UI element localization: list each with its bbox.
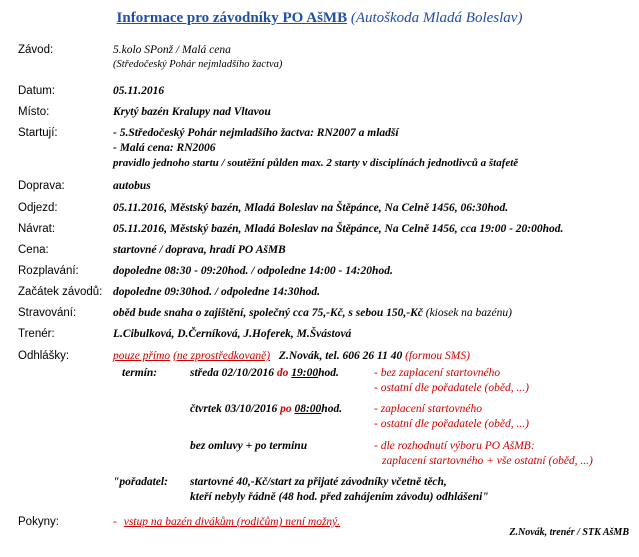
odhlasky-nezpros: (ne zprostředkovaně) bbox=[173, 350, 271, 362]
label-odhlasky: Odhlášky: bbox=[18, 350, 70, 362]
value-stravovani bbox=[113, 307, 512, 319]
value-trener: L.Cibulková, D.Černíková, J.Hoferek, M.Švástová bbox=[113, 328, 352, 340]
value-pokyny bbox=[113, 516, 340, 528]
label-startuji: Startují: bbox=[18, 127, 58, 139]
value-startuji-3: pravidlo jednoho startu / soutěžní půlden max. 2 starty v disciplínách jednotlivců a štafetě bbox=[113, 157, 519, 169]
t2-hod: hod. bbox=[321, 403, 343, 415]
t3-note-1: - dle rozhodnutí výboru PO AšMB: bbox=[374, 440, 535, 452]
label-datum: Datum: bbox=[18, 85, 56, 97]
t2-note-1: - zaplacení startovného bbox=[374, 403, 482, 415]
label-misto: Místo: bbox=[18, 106, 50, 118]
label-cena: Cena: bbox=[18, 244, 49, 256]
t2-time: 08:00 bbox=[294, 403, 322, 415]
value-zavod: 5.kolo SPonž / Malá cena bbox=[113, 44, 231, 56]
t1-note-1: - bez zaplacení startovného bbox=[374, 367, 501, 379]
t3-day: bez omluvy + po terminu bbox=[190, 440, 308, 452]
title-sub: (Autoškoda Mladá Boleslav) bbox=[350, 10, 523, 26]
value-stravovani-main: oběd bude snaha o zajištění, společný cca 75,-Kč, s sebou 150,-Kč bbox=[113, 307, 423, 319]
value-doprava: autobus bbox=[113, 180, 151, 192]
label-navrat: Návrat: bbox=[18, 223, 56, 235]
value-zacatek: dopoledne 09:30hod. / odpoledne 14:30hod. bbox=[113, 286, 320, 298]
label-odjezd: Odjezd: bbox=[18, 202, 58, 214]
label-trener: Trenér: bbox=[18, 328, 55, 340]
pokyny-text: vstup na bazén divákům (rodičům) není možný. bbox=[123, 516, 341, 528]
odhlasky-poradatel: "pořadatel: bbox=[113, 476, 168, 488]
t1-do: do bbox=[276, 367, 289, 379]
t2-note-2: - ostatní dle pořadatele (oběd, ...) bbox=[374, 418, 529, 430]
t2-day: čtvrtek 03/10/2016 bbox=[190, 403, 278, 415]
label-zacatek: Začátek závodů: bbox=[18, 286, 103, 298]
t1-hod: hod. bbox=[318, 367, 339, 379]
poradatel-line-1: startovné 40,-Kč/start za přijaté závodníky včetně těch, bbox=[190, 476, 447, 488]
value-startuji-1: - 5.Středočeský Pohár nejmladšího žactva: RN2007 a mladší bbox=[113, 127, 399, 139]
value-startuji-2: - Malá cena: RN2006 bbox=[113, 142, 216, 154]
odhlasky-pouze: pouze přímo bbox=[113, 350, 171, 362]
t1-note-2: - ostatní dle pořadatele (oběd, ...) bbox=[374, 382, 529, 394]
value-odjezd: 05.11.2016, Městský bazén, Mladá Boleslav na Štěpánce, Na Celně 1456, 06:30hod. bbox=[113, 202, 509, 214]
label-doprava: Doprava: bbox=[18, 180, 65, 192]
label-stravovani: Stravování: bbox=[18, 307, 77, 319]
page-title bbox=[0, 10, 639, 27]
t2-po: po bbox=[280, 403, 292, 415]
label-pokyny: Pokyny: bbox=[18, 516, 59, 528]
value-cena: startovné / doprava, hradí PO AšMB bbox=[113, 244, 286, 256]
label-zavod: Závod: bbox=[18, 44, 54, 56]
odhlasky-t1 bbox=[190, 367, 339, 379]
value-odhlasky-contact bbox=[113, 350, 470, 362]
label-rozplavani: Rozplavání: bbox=[18, 265, 79, 277]
odhlasky-kontakt: Z.Novák, tel. 606 26 11 40 bbox=[278, 350, 403, 362]
odhlasky-sms: (formou SMS) bbox=[405, 350, 470, 362]
value-navrat: 05.11.2016, Městský bazén, Mladá Boleslav na Štěpánce, Na Celně 1456, cca 19:00 - 20:00hod. bbox=[113, 223, 564, 235]
value-misto: Krytý bazén Kralupy nad Vltavou bbox=[113, 106, 271, 118]
pokyny-dash: - bbox=[113, 516, 117, 528]
value-stravovani-note: (kiosek na bazénu) bbox=[425, 307, 512, 319]
odhlasky-termin: termín: bbox=[122, 367, 158, 379]
value-rozplavani: dopoledne 08:30 - 09:20hod. / odpoledne 14:00 - 14:20hod. bbox=[113, 265, 393, 277]
value-datum: 05.11.2016 bbox=[113, 85, 165, 97]
t1-time: 19:00 bbox=[291, 367, 319, 379]
t1-day: středa 02/10/2016 bbox=[190, 367, 275, 379]
poradatel-line-2: kteří nebyly řádně (48 hod. před zahájením závodu) odhlášeni" bbox=[190, 491, 489, 503]
value-zavod-sub: (Středočeský Pohár nejmladšího žactva) bbox=[113, 59, 283, 70]
footer-signature: Z.Novák, trenér / STK AšMB bbox=[509, 527, 629, 538]
title-main: Informace pro závodníky PO AšMB bbox=[116, 10, 348, 26]
t3-note-2: zaplacení startovného + vše ostatní (oběd, ...) bbox=[382, 455, 593, 467]
odhlasky-t2 bbox=[190, 403, 342, 415]
